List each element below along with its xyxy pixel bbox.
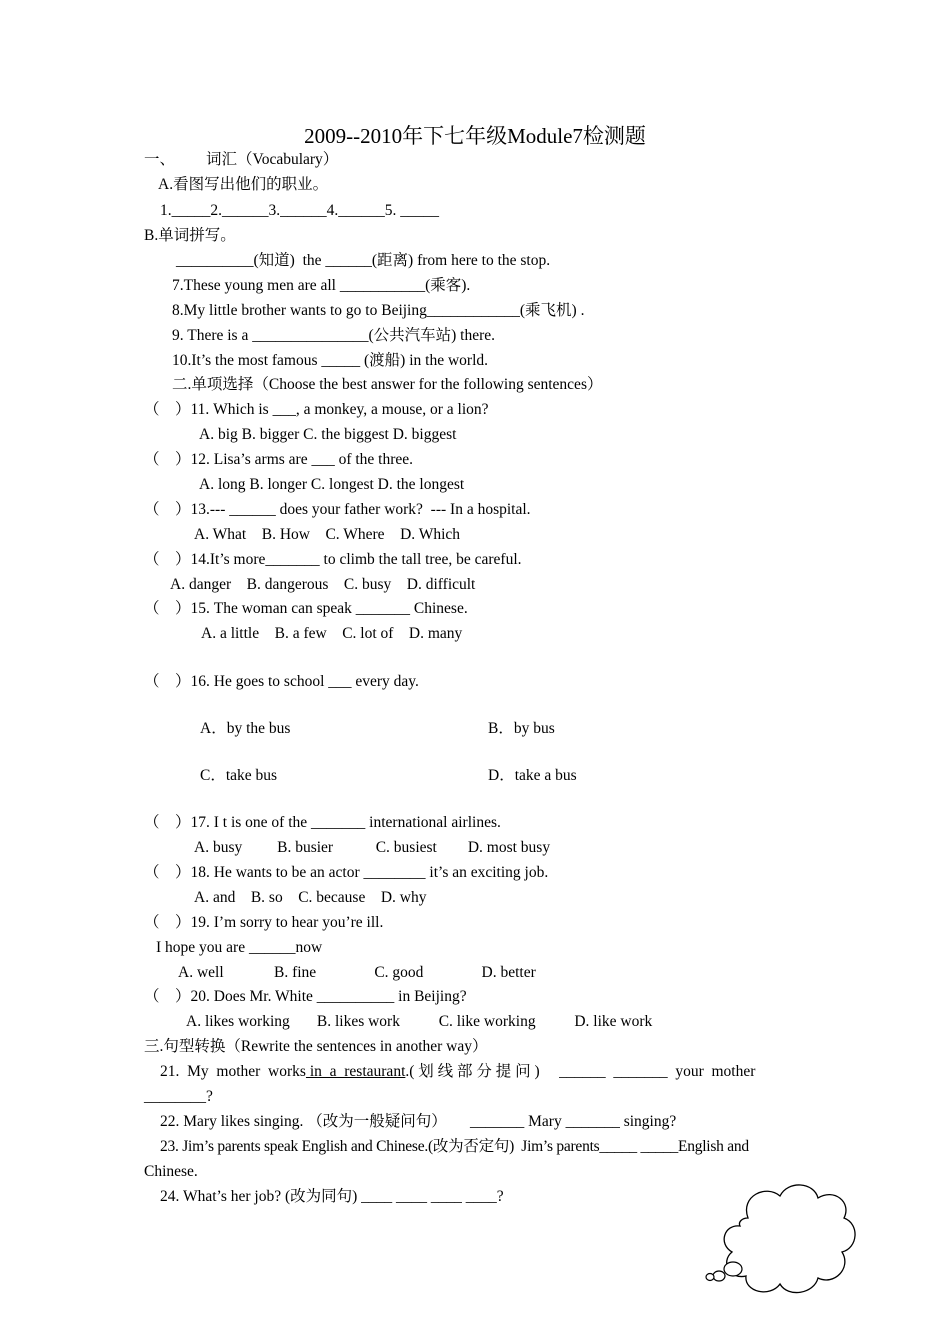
question-18: （ ）18. He wants to be an actor ________ it’s an exciting job. (144, 864, 549, 881)
section2-heading: 二.单项选择（Choose the best answer for the following sentences） (172, 376, 603, 393)
question-24: 24. What’s her job? (改为同句) ____ ____ ____ ____? (160, 1188, 504, 1205)
question-16-option-a: A．by the bus (200, 720, 291, 737)
question-14-options: A. danger B. dangerous C. busy D. difficult (170, 576, 476, 593)
question-10: 10.It’s the most famous _____ (渡船) in the world. (172, 352, 488, 369)
question-21-underlined: in a restaurant (305, 1063, 406, 1080)
part-a-blanks: 1._____2.______3.______4.______5. _____ (160, 202, 439, 219)
question-8: 8.My little brother wants to go to Beijing____________(乘飞机) . (172, 302, 585, 319)
question-12-options: A. long B. longer C. longest D. the longest (199, 476, 465, 493)
question-22: 22. Mary likes singing. （改为一般疑问句） _______ Mary _______ singing? (160, 1113, 677, 1130)
question-19-continued: I hope you are ______now (156, 939, 323, 956)
section3-heading: 三.句型转换（Rewrite the sentences in another way） (144, 1038, 488, 1055)
part-a-instruction: A.看图写出他们的职业。 (158, 176, 329, 193)
question-23: 23. Jim’s parents speak English and Chinese.(改为否定句) Jim’s parents_____ _____English and (160, 1138, 749, 1155)
question-19: （ ）19. I’m sorry to hear you’re ill. (144, 914, 384, 931)
question-6: __________(知道) the ______(距离) from here to the stop. (176, 252, 551, 269)
question-15-options: A. a little B. a few C. lot of D. many (201, 625, 463, 642)
question-13: （ ）13.--- ______ does your father work? --- In a hospital. (144, 501, 531, 518)
question-15: （ ）15. The woman can speak _______ Chinese. (144, 600, 468, 617)
question-16-option-c: C．take bus (200, 767, 278, 784)
question-21-instruction: .( 划 线 部 分 提 问 ) ______ _______ your mother (405, 1063, 756, 1080)
question-21 (160, 1062, 755, 1082)
question-19-options: A. well B. fine C. good D. better (178, 964, 536, 981)
question-12: （ ）12. Lisa’s arms are ___ of the three. (144, 451, 414, 468)
question-20-options: A. likes working B. likes work C. like working D. like work (186, 1013, 653, 1030)
part-b-instruction: B.单词拼写。 (144, 227, 236, 244)
question-23-continued: Chinese. (144, 1163, 198, 1180)
question-21-text: 21. My mother works (160, 1063, 306, 1080)
question-11: （ ）11. Which is ___, a monkey, a mouse, or a lion? (144, 401, 489, 418)
section1-heading: 一、 词汇（Vocabulary） (144, 151, 339, 168)
question-16-option-d: D．take a bus (488, 767, 577, 784)
page-title: 2009--2010年下七年级Module7检测题 (304, 124, 646, 148)
question-18-options: A. and B. so C. because D. why (194, 889, 427, 906)
question-17: （ ）17. I t is one of the _______ international airlines. (144, 814, 501, 831)
question-13-options: A. What B. How C. Where D. Which (194, 526, 461, 543)
question-14: （ ）14.It’s more_______ to climb the tall tree, be careful. (144, 551, 522, 568)
thought-cloud-icon (700, 1178, 860, 1303)
question-21-continued: ________? (144, 1088, 213, 1105)
question-16: （ ）16. He goes to school ___ every day. (144, 673, 419, 690)
question-20: （ ）20. Does Mr. White __________ in Beijing? (144, 988, 467, 1005)
question-16-option-b: B．by bus (488, 720, 555, 737)
question-7: 7.These young men are all ___________(乘客). (172, 277, 471, 294)
question-17-options: A. busy B. busier C. busiest D. most busy (194, 839, 551, 856)
question-9: 9. There is a _______________(公共汽车站) there. (172, 327, 496, 344)
question-11-options: A. big B. bigger C. the biggest D. biggest (199, 426, 457, 443)
